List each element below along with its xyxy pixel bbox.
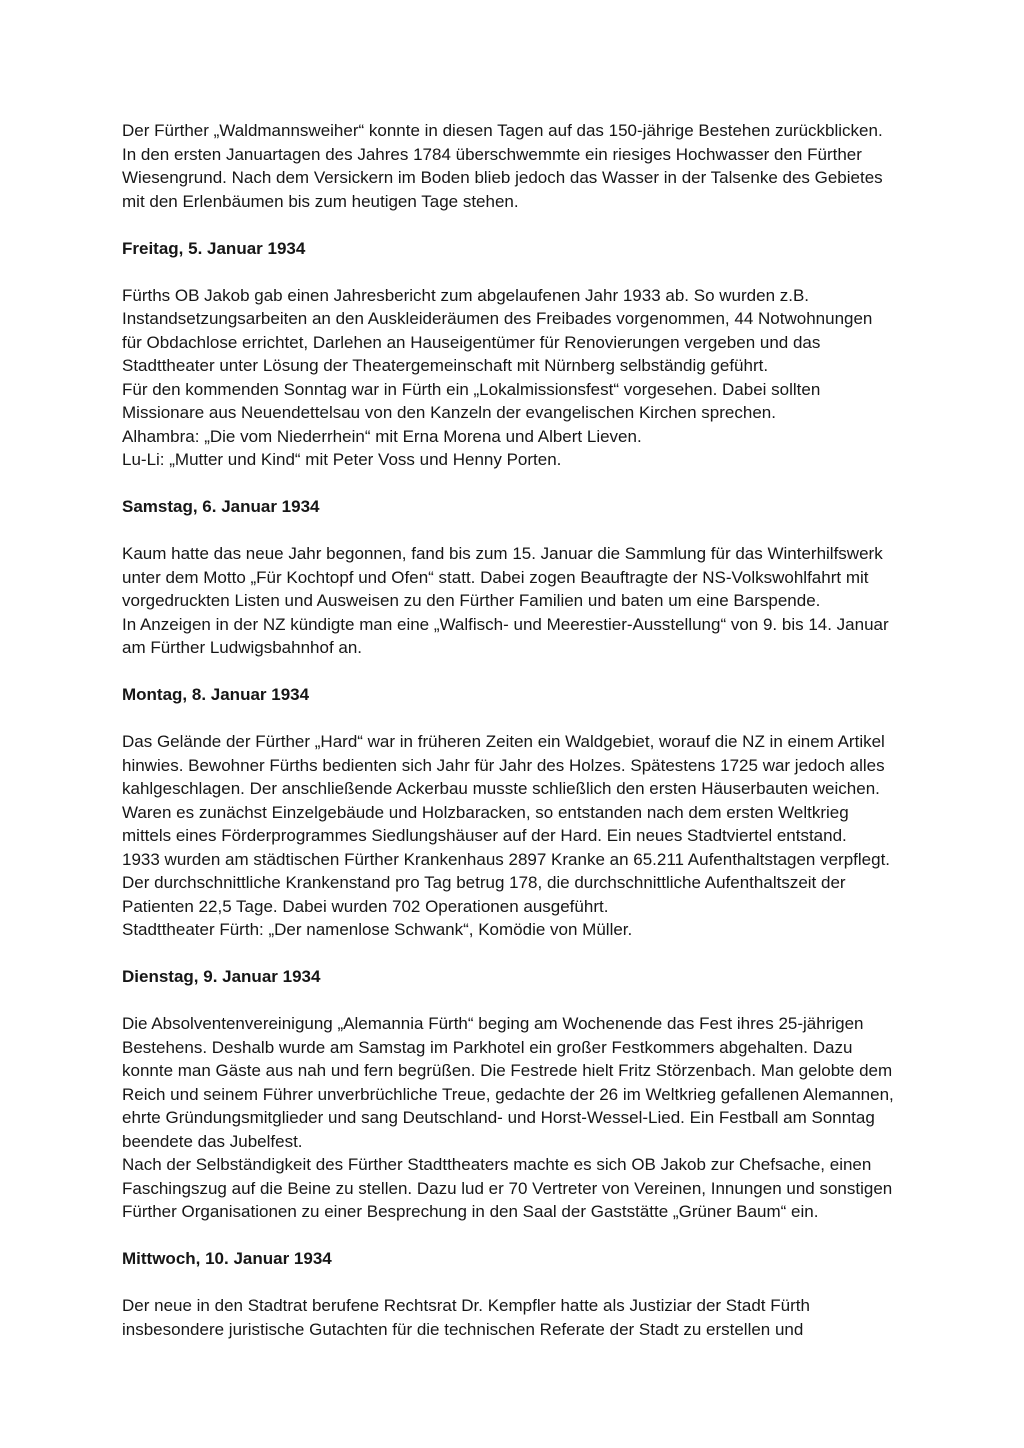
section-heading: Freitag, 5. Januar 1934	[122, 238, 306, 258]
section-paragraph: Der neue in den Stadtrat berufene Rechtsrat Dr. Kempfler hatte als Justiziar der Stadt Fürth insbesondere juristische Gutachten für die technischen Referate der Stadt zu erstellen und	[122, 1296, 810, 1339]
section-paragraph: Nach der Selbständigkeit des Fürther Stadttheaters machte es sich OB Jakob zur Chefsache, einen Faschingszug auf die Beine zu stellen. Dazu lud er 70 Vertreter von Vereinen, Innungen und sonstigen Fürther Organisationen zu einer Besprechung in den Saal der Gaststätte „Grüner Baum“ ein.	[122, 1155, 893, 1221]
section-samstag-6-januar	[122, 495, 896, 660]
section-paragraph: Stadttheater Fürth: „Der namenlose Schwank“, Komödie von Müller.	[122, 920, 633, 939]
section-freitag-5-januar	[122, 237, 896, 472]
section-dienstag-9-januar	[122, 965, 896, 1224]
section-paragraph: Die Absolventenvereinigung „Alemannia Fürth“ beging am Wochenende das Fest ihres 25-jährigen Bestehens. Deshalb wurde am Samstag im Parkhotel ein großer Festkommers abgehalten. Dazu konnte man Gäste aus nah und fern begrüßen. Die Festrede hielt Fritz Störzenbach. Man gelobte dem Reich und seinem Führer unverbrüchliche Treue, gedachte der 26 im Weltkrieg gefallenen Alemannen, ehrte Gründungsmitglieder und sang Deutschland- und Horst-Wessel-Lied. Ein Festball am Sonntag beendete das Jubelfest.	[122, 1014, 894, 1151]
section-paragraph: Kaum hatte das neue Jahr begonnen, fand bis zum 15. Januar die Sammlung für das Winterhilfswerk unter dem Motto „Für Kochtopf und Ofen“ statt. Dabei zogen Beauftragte der NS-Volkswohlfahrt mit vorgedruckten Listen und Ausweisen zu den Fürther Familien und baten um eine Barspende.	[122, 544, 883, 610]
section-heading: Samstag, 6. Januar 1934	[122, 497, 320, 516]
section-heading: Mittwoch, 10. Januar 1934	[122, 1249, 332, 1268]
section-paragraph: 1933 wurden am städtischen Fürther Krankenhaus 2897 Kranke an 65.211 Aufenthaltstagen verpflegt. Der durchschnittliche Krankenstand pro Tag betrug 178, die durchschnittliche Aufenthaltszeit der Patienten 22,5 Tage. Dabei wurden 702 Operationen ausgeführt.	[122, 849, 891, 916]
intro-paragraph: Der Fürther „Waldmannsweiher“ konnte in diesen Tagen auf das 150-jährige Bestehen zurückblicken. In den ersten Januartagen des Jahres 1784 überschwemmte ein riesiges Hochwasser den Fürther Wiesengrund. Nach dem Versickern im Boden blieb jedoch das Wasser in der Talsenke des Gebietes mit den Erlenbäumen bis zum heutigen Tage stehen.	[122, 121, 883, 211]
section-heading: Montag, 8. Januar 1934	[122, 685, 310, 704]
section-paragraph: Das Gelände der Fürther „Hard“ war in früheren Zeiten ein Waldgebiet, worauf die NZ in einem Artikel hinwies. Bewohner Fürths bedienten sich Jahr für Jahr des Holzes. Spätestens 1725 war jedoch alles kahlgeschlagen. Der anschließende Ackerbau musste schließlich den ersten Häuserbauten weichen. Waren es zunächst Einzelgebäude und Holzbaracken, so entstanden nach dem ersten Weltkrieg mittels eines Förderprogrammes Siedlungshäuser auf der Hard. Ein neues Stadtviertel entstand.	[122, 732, 885, 845]
section-paragraph: Lu-Li: „Mutter und Kind“ mit Peter Voss und Henny Porten.	[122, 450, 562, 469]
section-paragraph: Fürths OB Jakob gab einen Jahresbericht zum abgelaufenen Jahr 1933 ab. So wurden z.B. Instandsetzungsarbeiten an den Auskleideräumen des Freibades vorgenommen, 44 Notwohnungen für Obdachlose errichtet, Darlehen an Hauseigentümer für Renovierungen vergeben und das Stadttheater unter Lösung der Theatergemeinschaft mit Nürnberg selbständig geführt.	[122, 285, 873, 375]
section-heading: Dienstag, 9. Januar 1934	[122, 967, 321, 986]
section-paragraph: Alhambra: „Die vom Niederrhein“ mit Erna Morena und Albert Lieven.	[122, 426, 642, 446]
section-montag-8-januar	[122, 683, 896, 942]
section-mittwoch-10-januar	[122, 1247, 896, 1341]
section-paragraph: In Anzeigen in der NZ kündigte man eine „Walfisch- und Meerestier-Ausstellung“ von 9. bis 14. Januar am Fürther Ludwigsbahnhof an.	[122, 614, 889, 657]
section-paragraph: Für den kommenden Sonntag war in Fürth ein „Lokalmissionsfest“ vorgesehen. Dabei sollten Missionare aus Neuendettelsau von den Kanzeln der evangelischen Kirchen sprechen.	[122, 379, 821, 422]
